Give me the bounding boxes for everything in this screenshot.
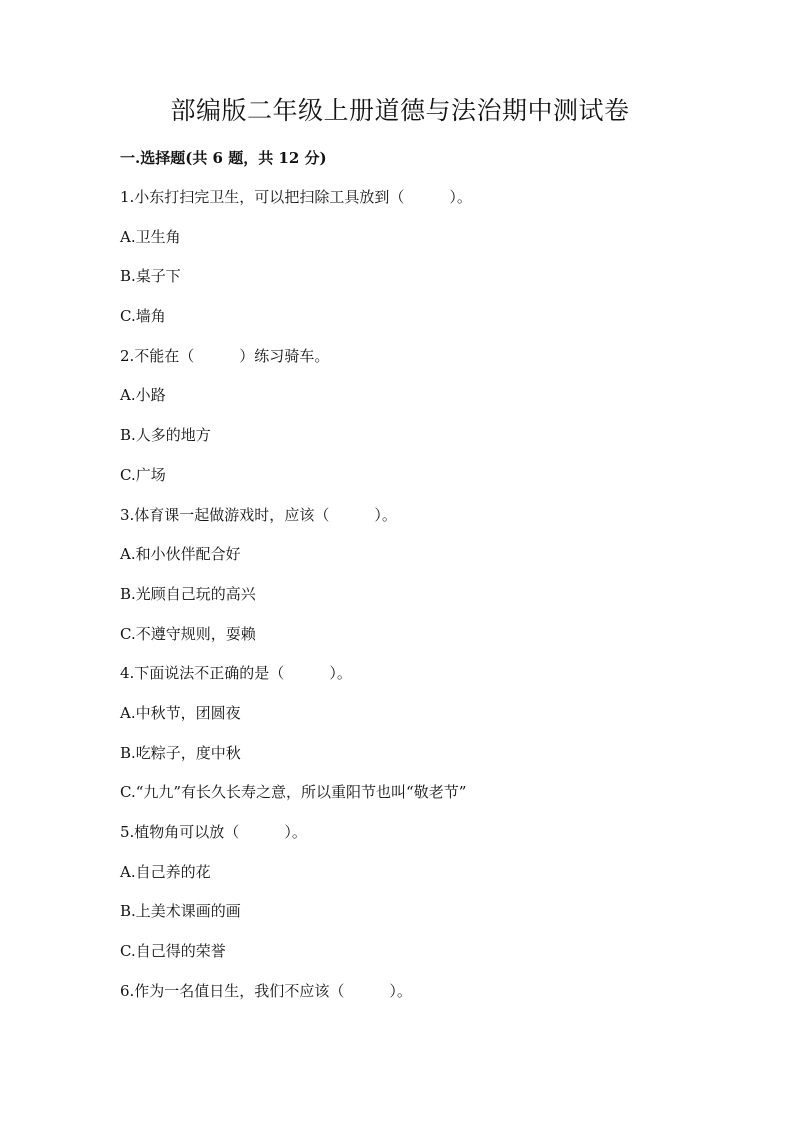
option-b: B.上美术课画的画 (120, 902, 241, 921)
option-c: C.“九九”有长久长寿之意，所以重阳节也叫“敬老节” (120, 783, 467, 802)
question-stem: 5.植物角可以放（ ）。 (120, 823, 307, 841)
option-b: B.桌子下 (120, 267, 181, 286)
option-c: C.墙角 (120, 307, 166, 326)
option-c: C.不遵守规则，耍赖 (120, 624, 256, 643)
option-b: B.光顾自己玩的高兴 (120, 584, 256, 603)
question-stem: 6.作为一名值日生，我们不应该（ ）。 (120, 981, 412, 1000)
page-title: 部编版二年级上册道德与法治期中测试卷 (170, 96, 630, 125)
option-a: A.小路 (120, 386, 166, 405)
section-heading: 一.选择题(共 6 题，共 12 分) (120, 149, 327, 167)
option-b: B.人多的地方 (120, 426, 211, 445)
option-a: A.中秋节，团圆夜 (120, 703, 241, 722)
option-c: C.广场 (120, 465, 166, 484)
question-stem: 3.体育课一起做游戏时，应该（ ）。 (120, 505, 397, 524)
question-stem: 4.下面说法不正确的是（ ）。 (120, 664, 352, 683)
option-a: A.和小伙伴配合好 (120, 545, 241, 564)
option-c: C.自己得的荣誉 (120, 942, 226, 961)
option-a: A.卫生角 (120, 227, 181, 246)
question-stem: 2.不能在（ ）练习骑车。 (120, 346, 330, 365)
option-a: A.自己养的花 (120, 862, 211, 881)
option-b: B.吃粽子，度中秋 (120, 743, 241, 762)
question-list (120, 184, 720, 1017)
question-stem: 1.小东打扫完卫生，可以把扫除工具放到（ ）。 (120, 188, 472, 206)
